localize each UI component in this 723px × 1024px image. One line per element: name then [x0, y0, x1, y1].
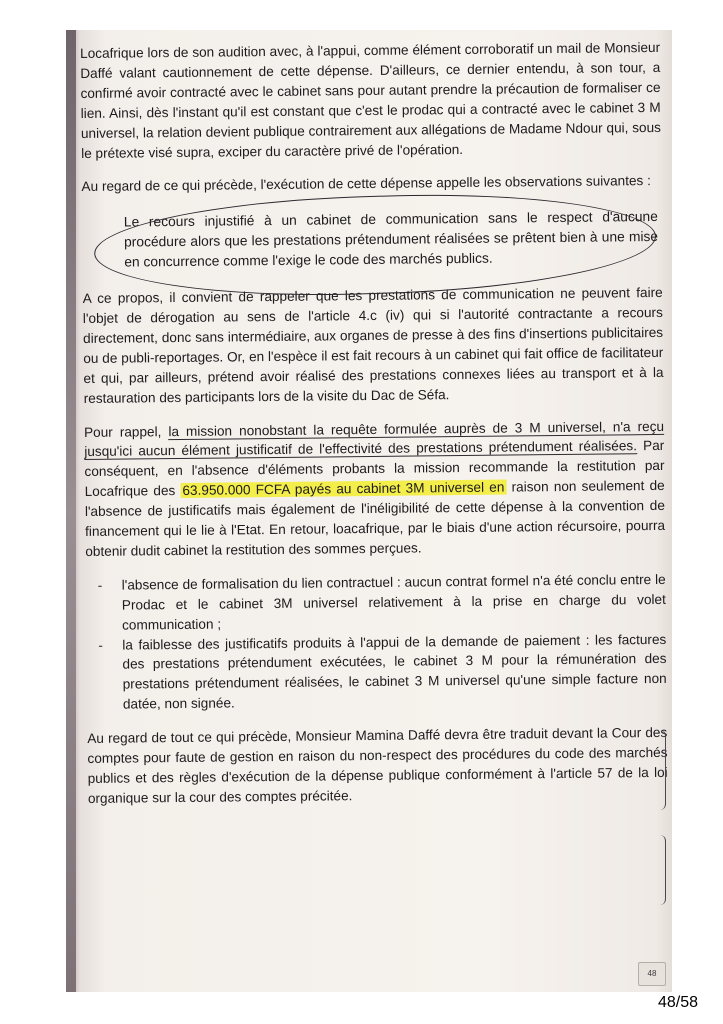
paragraph-conclusion: Au regard de tout ce qui précède, Monsieur Mamina Daffé devra être traduit devant la Cour des comptes pour faute de gestion en raison du non-respect des procédures du code des marchés publics et des règles d'exécution de la dépense publique conformément à l'article 57 de la loi organique sur la cour des comptes précitée.	[87, 725, 668, 806]
paragraph-restitution	[84, 416, 665, 561]
bullet-text: la faiblesse des justificatifs produits à l'appui de la demande de paiement : les factures des prestations prétendument exécutées, le cabinet 3 M pour la rémunération des prestations prétendument réalisées, le cabinet 3 M universel qu'une simple facture non datée, non signée.	[122, 631, 667, 712]
bullet-text: l'absence de formalisation du lien contractuel : aucun contrat formel n'a été conclu entre le Prodac et le cabinet 3M universel relativement à la prise en charge du volet communication ;	[121, 571, 666, 633]
page-stamp: 48	[638, 962, 666, 986]
restitution-middle: Par conséquent, en l'absence d'éléments probants la mission recommande la restitution par Locafrique des	[84, 438, 665, 500]
document-body	[80, 38, 668, 809]
bullet-dash: -	[98, 637, 103, 653]
page-number: 48/58	[657, 994, 698, 1011]
bullet-item	[86, 629, 667, 715]
restitution-intro: Pour rappel,	[83, 423, 169, 440]
margin-bracket-mark	[657, 730, 666, 810]
highlighted-amount: 63.950.000 FCFA payés au cabinet 3M universel en	[182, 479, 505, 499]
paragraph-derogation: A ce propos, il convient de rappeler que les prestations de communication ne peuvent faire l'objet de dérogation au sens de l'article 4.c (iv) qui si l'autorité contractante a recours directement, donc sans intermédiaire, aux organes de presse à des fins d'insertions publicitaires ou de publi-reportages. Or, en l'espèce il est fait recours à un cabinet qui fait office de facilitateur et qui, par ailleurs, prétend avoir réalisé des prestations connexes liées au transport et à la restauration des participants lors de la visite du Dac de Séfa.	[82, 284, 664, 406]
bullet-item	[86, 570, 667, 636]
scanned-page-photo	[66, 30, 672, 992]
circled-observation	[116, 205, 663, 274]
restitution-end: raison non seulement de l'absence de justificatifs mais également de l'inéligibilité de cette dépense à la convention de financement qui le lie à l'Etat. En retour, loacafrique, par le biais d'une action récursoire, pourra obtenir dudit cabinet la restitution des sommes perçues.	[84, 478, 666, 559]
underlined-passage: la mission nonobstant la requête formulée auprès de 3 M universel, n'a reçu jusqu'ici aucun élément justificatif de l'effectivité des prestations prétendument réalisées.	[84, 418, 665, 460]
paragraph-audition: Locafrique lors de son audition avec, à l'appui, comme élément corroboratif un mail de Monsieur Daffé valant cautionnement de cette dépense. D'ailleurs, ce dernier entendu, à son tour, a confirmé avoir contracté avec le cabinet sans pour autant prendre la précaution de formaliser ce lien. Ainsi, dès l'instant qu'il est constant que c'est le prodac qui a contracté avec le cabinet 3 M universel, la relation devient publique contrairement aux allégations de Madame Ndour qui, sous le prétexte visé supra, exciper du caractère privé de l'opération.	[80, 39, 661, 161]
paragraph-observations-intro: Au regard de ce qui précède, l'exécution de cette dépense appelle les observations suivantes :	[81, 173, 651, 195]
margin-bracket-mark	[657, 835, 666, 905]
bullet-dash: -	[97, 577, 103, 593]
circled-observation-text: Le recours injustifié à un cabinet de communication sans le respect d'aucune procédure alors que les prestations prétendument réalisées se prêtent bien à une mise en concurrence comme l'exige le code des marchés publics.	[123, 209, 659, 270]
